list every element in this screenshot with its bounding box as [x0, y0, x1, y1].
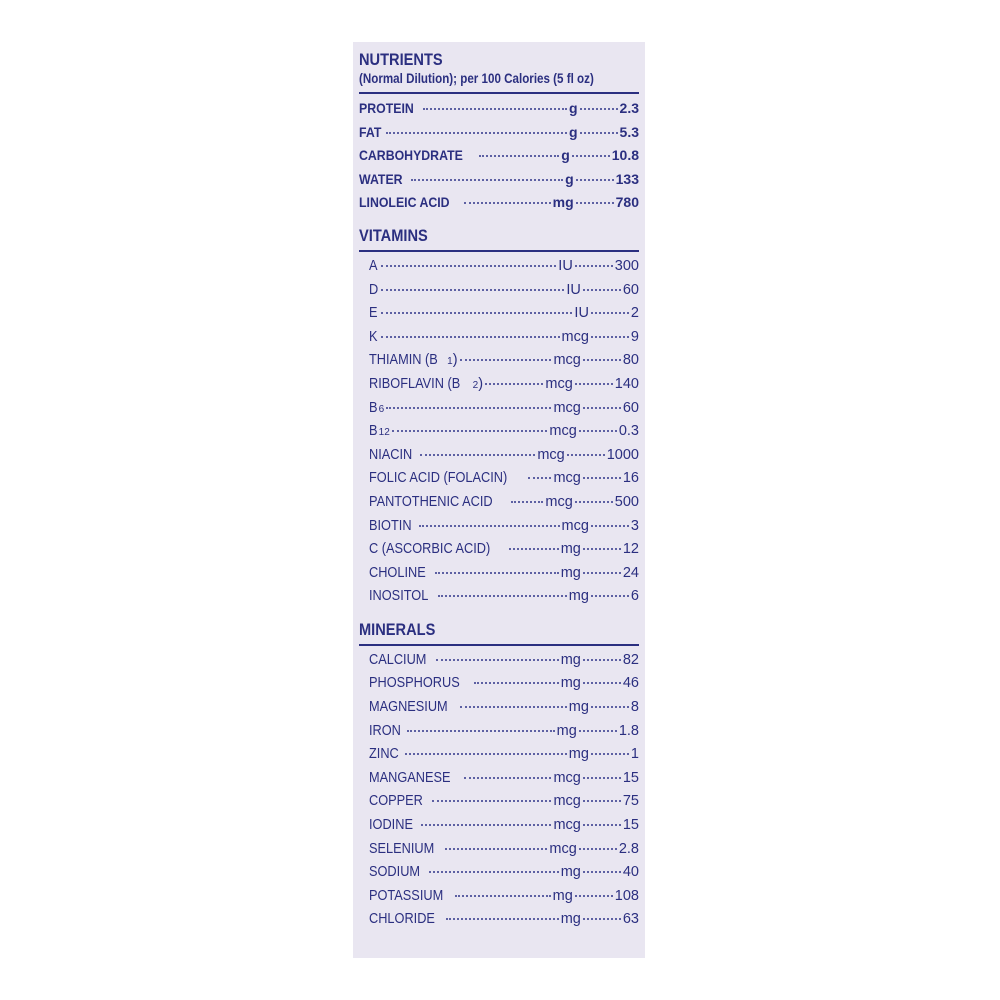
leader-dots	[583, 477, 621, 479]
leader-dots	[464, 202, 551, 204]
nutrient-value: 16	[622, 470, 639, 487]
nutrient-value: 80	[622, 352, 639, 369]
nutrient-row	[359, 258, 639, 282]
nutrient-name: NIACIN	[369, 446, 413, 463]
nutrient-value: 2.8	[618, 840, 639, 857]
nutrient-unit: mcg	[537, 446, 565, 463]
leader-dots	[576, 179, 614, 181]
leader-dots	[509, 548, 559, 550]
leader-dots	[429, 871, 559, 873]
nutrient-row	[359, 888, 639, 912]
leader-dots	[474, 682, 559, 684]
nutrient-name: IRON	[369, 722, 401, 739]
nutrient-unit: mg	[560, 541, 581, 558]
nutrient-row	[359, 793, 639, 817]
nutrient-unit: mcg	[553, 352, 581, 369]
leader-dots	[591, 312, 629, 314]
nutrient-row	[359, 588, 639, 612]
nutrient-name: D	[369, 281, 379, 298]
nutrient-row	[359, 400, 639, 424]
leader-dots	[591, 595, 629, 597]
nutrient-unit: mcg	[553, 470, 581, 487]
nutrient-value: 3	[630, 517, 639, 534]
nutrient-unit: IU	[574, 305, 589, 322]
subscript: 6	[378, 403, 385, 415]
nutrient-unit: g	[568, 100, 578, 116]
leader-dots	[381, 312, 573, 314]
nutrient-value: 108	[614, 887, 639, 904]
nutrient-unit: mg	[552, 887, 573, 904]
nutrient-unit: mg	[568, 699, 589, 716]
leader-dots	[583, 824, 621, 826]
leader-dots	[411, 179, 564, 181]
leader-dots	[583, 359, 621, 361]
leader-dots	[435, 572, 558, 574]
leader-dots	[575, 265, 613, 267]
nutrient-row	[359, 329, 639, 353]
leader-dots	[575, 895, 613, 897]
nutrient-value: 5.3	[619, 123, 639, 140]
nutrient-unit: g	[561, 147, 570, 164]
nutrient-row	[359, 518, 639, 542]
nutrient-name: COPPER	[369, 793, 423, 810]
leader-dots	[580, 108, 618, 110]
nutrient-unit: mcg	[553, 817, 581, 834]
nutrients-heading: NUTRIENTS	[359, 50, 443, 69]
leader-dots	[583, 289, 621, 291]
leader-dots	[479, 155, 559, 157]
nutrient-name: PHOSPHORUS	[369, 675, 460, 692]
nutrient-name: MAGNESIUM	[369, 699, 448, 716]
minerals-heading: MINERALS	[359, 619, 436, 639]
nutrient-value: 63	[622, 911, 639, 928]
nutrient-value: 9	[630, 328, 639, 345]
leader-dots	[445, 848, 547, 850]
nutrient-row	[359, 305, 639, 329]
nutrient-unit: mg	[568, 746, 589, 763]
leader-dots	[405, 753, 567, 755]
nutrient-name: INOSITOL	[369, 588, 429, 605]
nutrient-value: 780	[615, 194, 639, 211]
nutrient-row	[359, 124, 639, 148]
leader-dots	[485, 383, 543, 385]
subscript: 12	[378, 427, 390, 439]
nutrient-unit: g	[568, 123, 578, 140]
nutrient-unit: mcg	[553, 399, 581, 416]
nutrient-value: 10.8	[611, 147, 639, 164]
leader-dots	[381, 289, 564, 291]
nutrient-row	[359, 541, 639, 565]
nutrient-value: 2	[630, 305, 639, 322]
nutrients-subtitle: (Normal Dilution); per 100 Calories (5 fl oz)	[359, 71, 594, 86]
nutrient-value: 1.8	[618, 722, 639, 739]
nutrient-name: POTASSIUM	[369, 887, 444, 904]
nutrient-name: CALCIUM	[369, 651, 427, 668]
leader-dots	[381, 336, 560, 338]
nutrient-value: 12	[622, 541, 639, 558]
nutrient-value: 2.3	[619, 100, 639, 116]
leader-dots	[579, 848, 617, 850]
leader-dots	[455, 895, 550, 897]
nutrient-name: THIAMIN (B 1)	[369, 352, 458, 369]
leader-dots	[511, 501, 543, 503]
nutrient-row	[359, 864, 639, 888]
nutrient-name: BIOTIN	[369, 517, 412, 534]
nutrient-row	[359, 675, 639, 699]
leader-dots	[446, 918, 559, 920]
nutrient-name: PANTOTHENIC ACID	[369, 493, 493, 510]
leader-dots	[432, 800, 551, 802]
nutrient-name: CARBOHYDRATE	[359, 147, 463, 164]
leader-dots	[407, 730, 554, 732]
nutrient-unit: mcg	[561, 517, 589, 534]
nutrient-unit: g	[565, 170, 574, 187]
nutrient-value: 15	[622, 817, 639, 834]
leader-dots	[576, 202, 614, 204]
leader-dots	[583, 871, 621, 873]
leader-dots	[575, 501, 613, 503]
nutrient-name: IODINE	[369, 817, 413, 834]
nutrient-row	[359, 770, 639, 794]
leader-dots	[583, 548, 621, 550]
nutrient-value: 0.3	[618, 423, 639, 440]
nutrient-name: B12	[369, 423, 390, 440]
nutrient-value: 24	[622, 564, 639, 581]
nutrient-unit: mcg	[549, 423, 577, 440]
nutrient-name: LINOLEIC ACID	[359, 194, 450, 211]
nutrient-value: 1000	[606, 446, 639, 463]
nutrient-name: A	[369, 257, 378, 274]
leader-dots	[579, 730, 617, 732]
leader-dots	[392, 430, 548, 432]
nutrient-value: 6	[630, 588, 639, 605]
nutrient-unit: mg	[568, 588, 589, 605]
nutrient-value: 15	[622, 769, 639, 786]
leader-dots	[436, 659, 558, 661]
leader-dots	[583, 918, 621, 920]
nutrient-unit: mcg	[561, 328, 589, 345]
nutrient-row	[359, 494, 639, 518]
leader-dots	[580, 132, 618, 134]
leader-dots	[583, 659, 621, 661]
leader-dots	[419, 525, 559, 527]
leader-dots	[575, 383, 613, 385]
nutrient-row	[359, 282, 639, 306]
leader-dots	[528, 477, 551, 479]
subscript: 2	[472, 379, 479, 391]
nutrient-unit: mg	[560, 911, 581, 928]
leader-dots	[591, 706, 629, 708]
nutrient-row	[359, 194, 639, 218]
nutrient-value: 46	[622, 675, 639, 692]
leader-dots	[591, 753, 629, 755]
nutrient-unit: mcg	[553, 793, 581, 810]
nutrient-name: SODIUM	[369, 864, 421, 881]
leader-dots	[591, 525, 629, 527]
nutrient-value: 60	[622, 399, 639, 416]
nutrient-value: 133	[615, 170, 639, 187]
nutrient-row	[359, 911, 639, 935]
leader-dots	[386, 407, 551, 409]
nutrient-unit: mg	[560, 675, 581, 692]
nutrient-name: B6	[369, 399, 385, 416]
nutrient-name: E	[369, 305, 378, 322]
leader-dots	[386, 132, 567, 134]
leader-dots	[591, 336, 629, 338]
leader-dots	[583, 800, 621, 802]
leader-dots	[583, 572, 621, 574]
leader-dots	[464, 777, 552, 779]
leader-dots	[460, 706, 566, 708]
nutrient-name: RIBOFLAVIN (B 2)	[369, 375, 484, 392]
nutrient-unit: mg	[556, 722, 577, 739]
nutrient-row	[359, 652, 639, 676]
nutrient-name: CHOLINE	[369, 564, 426, 581]
nutrient-value: 300	[614, 257, 639, 274]
nutrient-name: SELENIUM	[369, 840, 435, 857]
divider	[359, 92, 639, 94]
nutrient-row	[359, 699, 639, 723]
nutrient-value: 40	[622, 864, 639, 881]
divider	[359, 250, 639, 252]
nutrient-row	[359, 423, 639, 447]
leader-dots	[567, 454, 605, 456]
nutrient-name: ZINC	[369, 746, 399, 763]
vitamins-list	[359, 258, 639, 612]
nutrient-name: MANGANESE	[369, 769, 451, 786]
nutrient-row	[359, 817, 639, 841]
nutrient-row	[359, 147, 639, 171]
leader-dots	[583, 407, 621, 409]
nutrient-unit: mcg	[553, 769, 581, 786]
nutrient-value: 140	[614, 375, 639, 392]
nutrient-unit: mg	[552, 194, 574, 211]
nutrient-row	[359, 352, 639, 376]
leader-dots	[572, 155, 610, 157]
leader-dots	[423, 108, 567, 110]
nutrient-name: K	[369, 328, 378, 345]
nutrient-value: 8	[630, 699, 639, 716]
nutrient-value: 500	[614, 493, 639, 510]
nutrient-unit: mg	[560, 564, 581, 581]
nutrient-unit: mcg	[545, 493, 573, 510]
nutrients-list	[359, 100, 639, 218]
nutrient-row	[359, 171, 639, 195]
nutrient-value: 60	[622, 281, 639, 298]
leader-dots	[438, 595, 566, 597]
nutrient-unit: mcg	[545, 375, 573, 392]
leader-dots	[421, 824, 552, 826]
nutrient-value: 82	[622, 651, 639, 668]
nutrient-name: FAT	[359, 123, 382, 140]
nutrient-row	[359, 723, 639, 747]
nutrition-panel	[353, 42, 645, 958]
nutrient-name: FOLIC ACID (FOLACIN)	[369, 470, 508, 487]
nutrient-row	[359, 470, 639, 494]
nutrient-name: C (ASCORBIC ACID)	[369, 541, 491, 558]
nutrient-name: PROTEIN	[359, 100, 414, 116]
minerals-list	[359, 652, 639, 935]
nutrient-unit: mg	[560, 651, 581, 668]
leader-dots	[420, 454, 535, 456]
nutrient-name: WATER	[359, 170, 403, 187]
subscript: 1	[447, 356, 453, 368]
leader-dots	[460, 359, 552, 361]
leader-dots	[381, 265, 557, 267]
nutrient-row	[359, 100, 639, 124]
nutrient-unit: IU	[558, 257, 573, 274]
nutrient-row	[359, 447, 639, 471]
nutrient-unit: mg	[560, 864, 581, 881]
nutrient-value: 1	[630, 746, 639, 763]
nutrient-name: CHLORIDE	[369, 911, 435, 928]
divider	[359, 644, 639, 646]
nutrient-row	[359, 376, 639, 400]
leader-dots	[583, 682, 621, 684]
nutrient-row	[359, 746, 639, 770]
vitamins-heading: VITAMINS	[359, 225, 428, 245]
leader-dots	[583, 777, 621, 779]
leader-dots	[579, 430, 617, 432]
nutrient-unit: mcg	[549, 840, 577, 857]
nutrient-value: 75	[622, 793, 639, 810]
nutrient-unit: IU	[566, 281, 581, 298]
nutrient-row	[359, 841, 639, 865]
nutrient-row	[359, 565, 639, 589]
